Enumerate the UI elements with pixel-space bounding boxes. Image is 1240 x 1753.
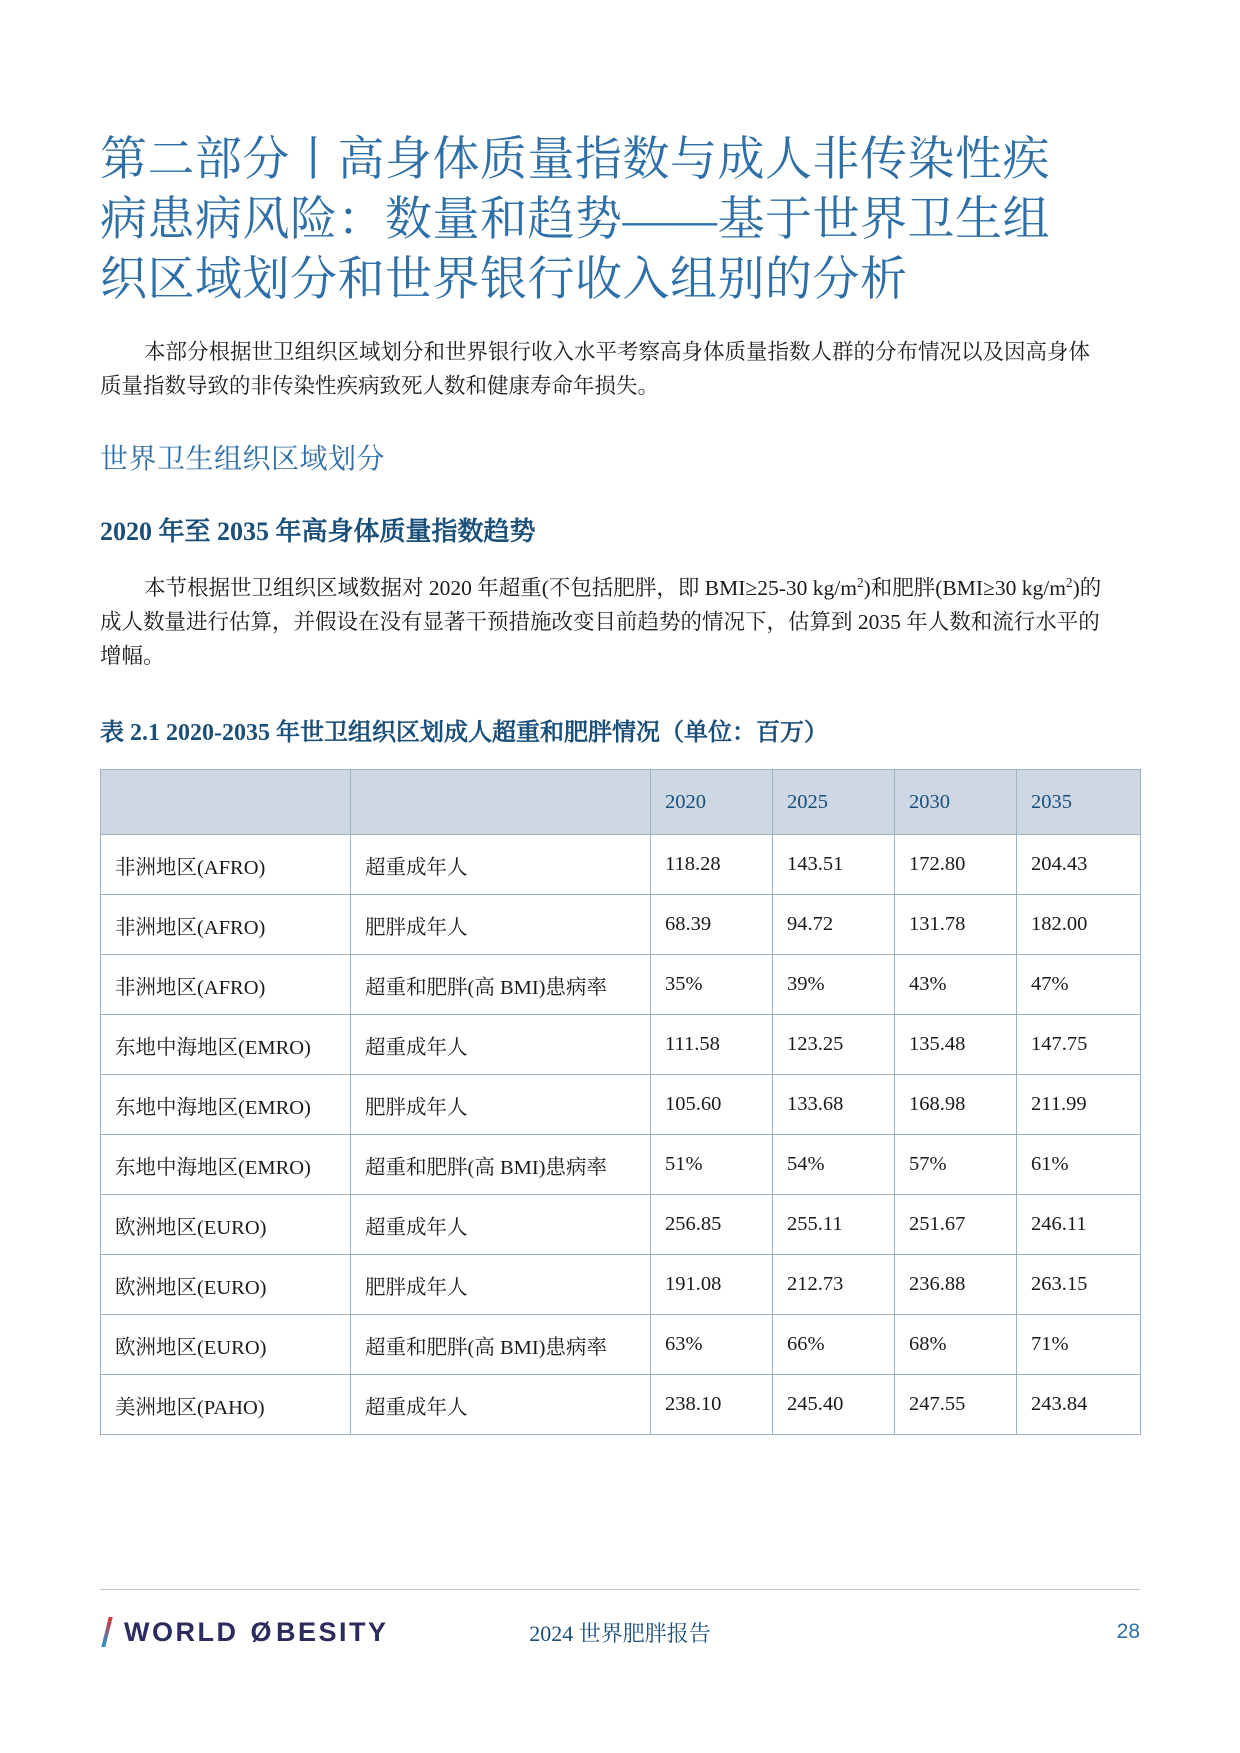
- table-cell-2025: 39%: [773, 955, 895, 1015]
- table-cell-2030: 247.55: [895, 1375, 1017, 1435]
- table-cell-2030: 236.88: [895, 1255, 1017, 1315]
- table-cell-2030: 172.80: [895, 835, 1017, 895]
- table-cell-region: 东地中海地区(EMRO): [101, 1135, 351, 1195]
- table-cell-2030: 43%: [895, 955, 1017, 1015]
- table-cell-region: 东地中海地区(EMRO): [101, 1015, 351, 1075]
- table-row: [101, 895, 1141, 955]
- section-heading: 世界卫生组织区域划分: [100, 444, 386, 476]
- table-row: [101, 835, 1141, 895]
- table-row: [101, 1315, 1141, 1375]
- logo-word-obesity: BESITY: [276, 1616, 389, 1647]
- table-cell-2025: 245.40: [773, 1375, 895, 1435]
- table-cell-2035: 61%: [1017, 1135, 1141, 1195]
- logo-word-world: WORLD: [124, 1616, 239, 1647]
- table-header-cell: [351, 770, 651, 835]
- table-header-cell: 2025: [773, 770, 895, 835]
- table-cell-2020: 118.28: [651, 835, 773, 895]
- table-header-cell: 2020: [651, 770, 773, 835]
- table-cell-metric: 超重和肥胖(高 BMI)患病率: [351, 955, 651, 1015]
- table-cell-2030: 251.67: [895, 1195, 1017, 1255]
- table-cell-2035: 243.84: [1017, 1375, 1141, 1435]
- table-cell-region: 东地中海地区(EMRO): [101, 1075, 351, 1135]
- page-number: 28: [1116, 1620, 1140, 1643]
- table-cell-metric: 肥胖成年人: [351, 895, 651, 955]
- table-cell-region: 非洲地区(AFRO): [101, 955, 351, 1015]
- table-header-cell: [101, 770, 351, 835]
- page-footer: [100, 1589, 1140, 1679]
- table-cell-region: 非洲地区(AFRO): [101, 835, 351, 895]
- table-cell-metric: 超重和肥胖(高 BMI)患病率: [351, 1135, 651, 1195]
- body-text-part-2: )和肥胖(BMI≥30 kg/m: [863, 576, 1066, 601]
- table-row: [101, 1015, 1141, 1075]
- table-cell-2035: 71%: [1017, 1315, 1141, 1375]
- table-row: [101, 1375, 1141, 1435]
- table-cell-2030: 135.48: [895, 1015, 1017, 1075]
- table-cell-2025: 66%: [773, 1315, 895, 1375]
- table-cell-region: 欧洲地区(EURO): [101, 1195, 351, 1255]
- table-cell-region: 欧洲地区(EURO): [101, 1255, 351, 1315]
- table-cell-2035: 204.43: [1017, 835, 1141, 895]
- table-body: [101, 835, 1141, 1435]
- table-cell-2025: 133.68: [773, 1075, 895, 1135]
- table-cell-2020: 256.85: [651, 1195, 773, 1255]
- overweight-obesity-table: [100, 769, 1141, 1435]
- table-cell-2020: 105.60: [651, 1075, 773, 1135]
- table-cell-metric: 肥胖成年人: [351, 1075, 651, 1135]
- table-cell-2025: 143.51: [773, 835, 895, 895]
- table-header-cell: 2035: [1017, 770, 1141, 835]
- table-cell-metric: 超重成年人: [351, 1375, 651, 1435]
- table-header: [101, 770, 1141, 835]
- body-text-part-1: 本节根据世卫组织区域数据对 2020 年超重(不包括肥胖，即 BMI≥25-30 kg/m: [144, 576, 857, 601]
- table-cell-2030: 168.98: [895, 1075, 1017, 1135]
- footer-title: 2024 世界肥胖报告: [529, 1620, 711, 1646]
- superscript-1: 2: [856, 575, 864, 591]
- superscript-2: 2: [1065, 575, 1073, 591]
- table-cell-2020: 63%: [651, 1315, 773, 1375]
- table-cell-region: 美洲地区(PAHO): [101, 1375, 351, 1435]
- sub-heading: 2020 年至 2035 年高身体质量指数趋势: [100, 517, 536, 547]
- table-cell-2035: 182.00: [1017, 895, 1141, 955]
- table-cell-metric: 肥胖成年人: [351, 1255, 651, 1315]
- table-cell-2020: 68.39: [651, 895, 773, 955]
- table-cell-region: 欧洲地区(EURO): [101, 1315, 351, 1375]
- table-cell-2035: 147.75: [1017, 1015, 1141, 1075]
- footer-divider: [100, 1589, 1140, 1590]
- body-text-part-3: )的成人数量进行估算，并假设在没有显著干预措施改变目前趋势的情况下，估算到 2035 年人数和流行水平的增幅。: [100, 576, 1102, 669]
- table-cell-2035: 47%: [1017, 955, 1141, 1015]
- table-cell-2025: 54%: [773, 1135, 895, 1195]
- table-cell-2020: 51%: [651, 1135, 773, 1195]
- table-cell-2025: 123.25: [773, 1015, 895, 1075]
- table-row: [101, 1135, 1141, 1195]
- table-cell-2035: 246.11: [1017, 1195, 1141, 1255]
- table-row: [101, 955, 1141, 1015]
- table-cell-2030: 68%: [895, 1315, 1017, 1375]
- table-cell-2030: 131.78: [895, 895, 1017, 955]
- table-cell-2035: 211.99: [1017, 1075, 1141, 1135]
- table-cell-2025: 212.73: [773, 1255, 895, 1315]
- table-caption: 表 2.1 2020-2035 年世卫组织区划成人超重和肥胖情况（单位：百万）: [100, 720, 828, 747]
- footer-row: [100, 1606, 1140, 1658]
- body-paragraph: [100, 572, 1110, 674]
- table-row: [101, 1075, 1141, 1135]
- table-cell-region: 非洲地区(AFRO): [101, 895, 351, 955]
- table-cell-2020: 238.10: [651, 1375, 773, 1435]
- table-cell-2030: 57%: [895, 1135, 1017, 1195]
- logo-slash-o-icon: Ø: [240, 1616, 274, 1647]
- table-cell-2020: 191.08: [651, 1255, 773, 1315]
- table-cell-2035: 263.15: [1017, 1255, 1141, 1315]
- table-cell-2020: 111.58: [651, 1015, 773, 1075]
- table-cell-metric: 超重成年人: [351, 1015, 651, 1075]
- intro-paragraph: 本部分根据世卫组织区域划分和世界银行收入水平考察高身体质量指数人群的分布情况以及因高身体质量指数导致的非传染性疾病致死人数和健康寿命年损失。: [100, 340, 1091, 398]
- page-title: 第二部分丨高身体质量指数与成人非传染性疾病患病风险：数量和趋势——基于世界卫生组织区域划分和世界银行收入组别的分析: [100, 134, 1050, 307]
- table-cell-2025: 255.11: [773, 1195, 895, 1255]
- table-row: [101, 1195, 1141, 1255]
- table-cell-2020: 35%: [651, 955, 773, 1015]
- table-cell-metric: 超重成年人: [351, 835, 651, 895]
- table-row: [101, 1255, 1141, 1315]
- table-header-row: [101, 770, 1141, 835]
- table-cell-metric: 超重和肥胖(高 BMI)患病率: [351, 1315, 651, 1375]
- table-header-cell: 2030: [895, 770, 1017, 835]
- table-cell-2025: 94.72: [773, 895, 895, 955]
- table-cell-metric: 超重成年人: [351, 1195, 651, 1255]
